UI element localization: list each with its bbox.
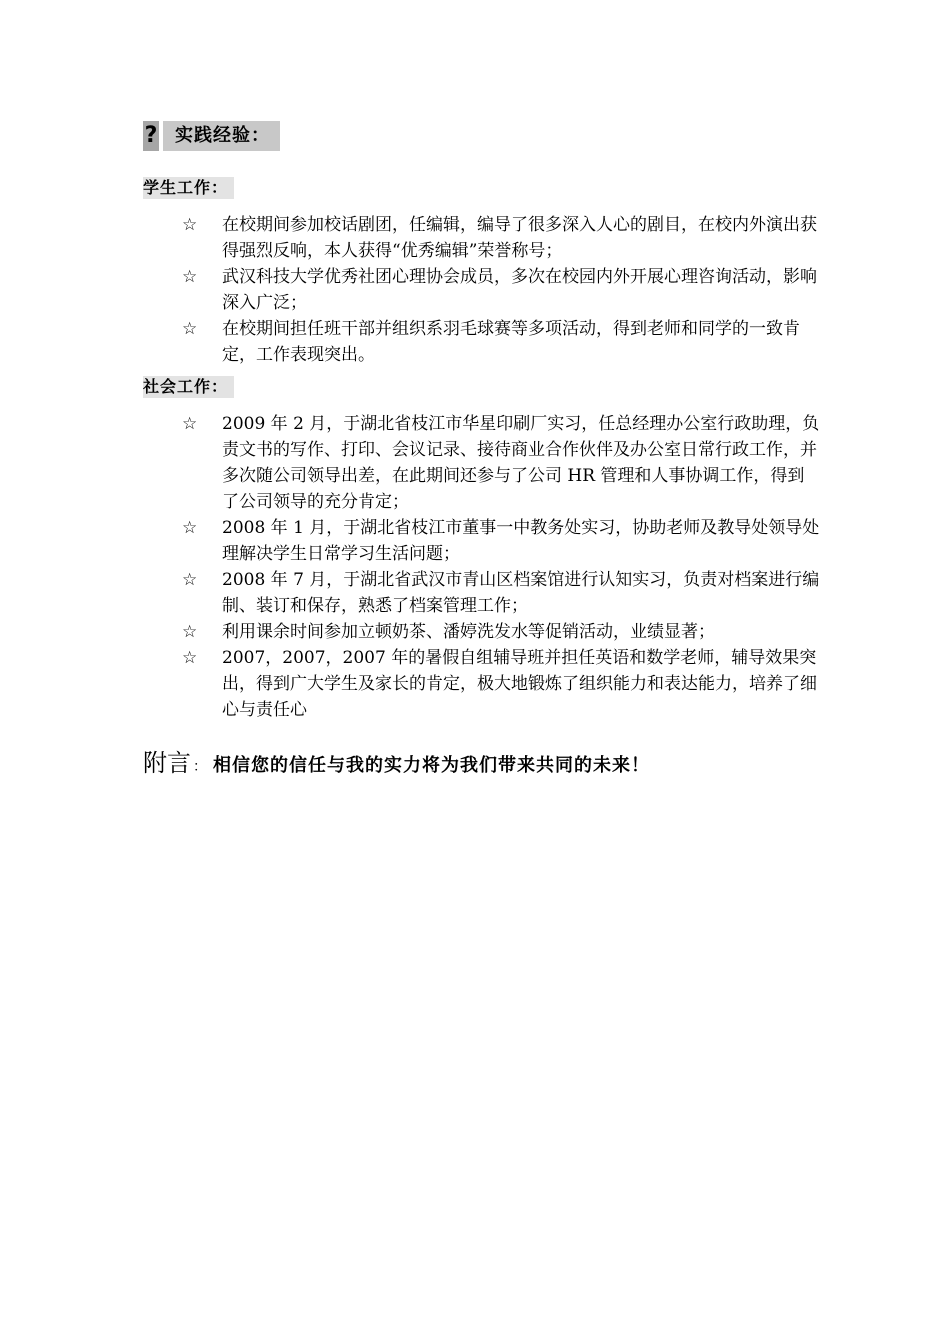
list-item (180, 411, 820, 515)
list-item-text: 利用课余时间参加立顿奶茶、潘婷洗发水等促销活动，业绩显著； (222, 622, 715, 642)
closing-text: 相信您的信任与我的实力将为我们带来共同的未来！ (213, 755, 650, 776)
list-item-text: 在校期间参加校话剧团，任编辑，编导了很多深入人心的剧目，在校内外演出获得强烈反响，本人获得“优秀编辑”荣誉称号； (222, 215, 817, 261)
star-bullet-icon: ☆ (182, 570, 198, 590)
list-item-text: 2007，2007，2007 年的暑假自组辅导班并担任英语和数学老师，辅导效果突出，得到广大学生及家长的肯定，极大地锻炼了组织能力和表达能力，培养了细心与责任心 (222, 648, 817, 720)
list-item-text: 2009 年 2 月，于湖北省枝江市华星印刷厂实习，任总经理办公室行政助理，负责文书的写作、打印、会议记录、接待商业合作伙伴及办公室日常行政工作，并多次随公司领导出差，在此期间还参与了公司 HR 管理和人事协调工作，得到了公司领导的充分肯定； (222, 414, 820, 512)
list-item (180, 567, 820, 619)
star-bullet-icon: ☆ (182, 215, 198, 235)
list-item (180, 515, 820, 567)
social-work-list (180, 411, 820, 723)
list-item-text: 2008 年 7 月，于湖北省武汉市青山区档案馆进行认知实习，负责对档案进行编制、装订和保存，熟悉了档案管理工作； (222, 570, 820, 616)
list-item (180, 264, 820, 316)
list-item-text: 在校期间担任班干部并组织系羽毛球赛等多项活动，得到老师和同学的一致肯定，工作表现突出。 (222, 319, 800, 365)
list-item (180, 645, 820, 723)
list-item (180, 212, 820, 264)
closing-colon: ： (193, 759, 207, 775)
star-bullet-icon: ☆ (182, 319, 198, 339)
closing-label: 附言 (143, 749, 191, 777)
student-work-heading: 学生工作： (143, 177, 234, 199)
section-header-practice (143, 121, 280, 151)
closing-note (143, 746, 650, 780)
list-item (180, 316, 820, 368)
student-work-list (180, 212, 820, 368)
list-item-text: 2008 年 1 月，于湖北省枝江市董事一中教务处实习，协助老师及教导处领导处理解决学生日常学习生活问题； (222, 518, 820, 564)
list-item (180, 619, 820, 645)
question-mark-icon: ? (143, 121, 159, 151)
social-work-heading: 社会工作： (143, 376, 234, 398)
star-bullet-icon: ☆ (182, 267, 198, 287)
star-bullet-icon: ☆ (182, 622, 198, 642)
list-item-text: 武汉科技大学优秀社团心理协会成员，多次在校园内外开展心理咨询活动，影响深入广泛； (222, 267, 817, 313)
section-title: 实践经验： (163, 121, 280, 151)
star-bullet-icon: ☆ (182, 414, 198, 434)
star-bullet-icon: ☆ (182, 518, 198, 538)
star-bullet-icon: ☆ (182, 648, 198, 668)
